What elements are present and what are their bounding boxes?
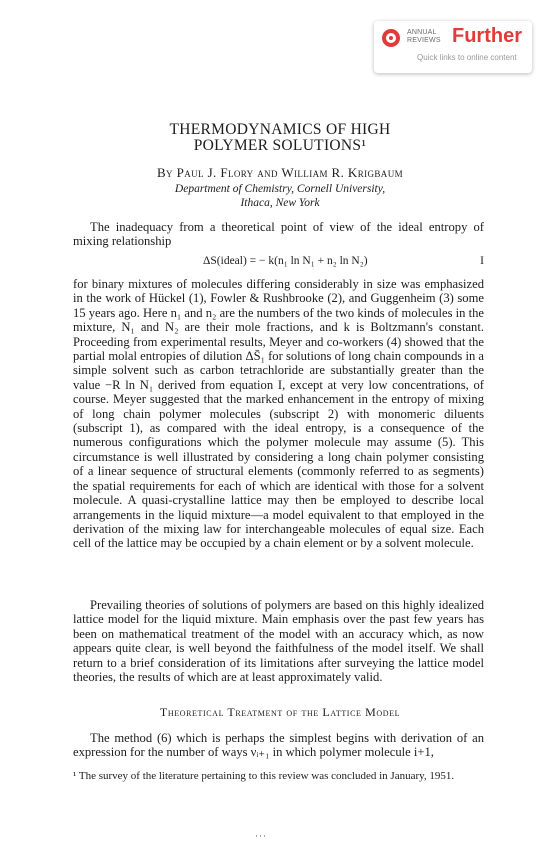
- paragraph-1-text: for binary mixtures of molecules differing considerably in size was emphasized in the work of Hückel (1), Fowler & Rushbrooke (2), and Guggenheim (3) some 15 years ago. Here n₁ and n₂ are the numbers of the two kinds of molecules in the mixture, N₁ and N₂ are their mole fractions, and k is Boltzmann's constant. Proceeding from experimental results, Meyer and co-workers (4) showed that the partial molal entropies of dilution ΔS̄₁ for solutions of long chain compounds in a simple solvent such as carbon tetrachloride are substantially greater than the value −R ln N₁ derived from equation I, except at very low concentrations, of course. Meyer suggested that the marked enhancement in the entropy of mixing of long chain polymer molecules (subscript 2) with monomeric diluents (subscript 1), as compared with the ideal entropy, is a consequence of the numerous configurations which the polymer molecule may assume (5). This circumstance is well illustrated by considering a long chain polymer consisting of a linear sequence of structural elements (commonly referred to as segments) the spatial requirements for each of which are identical with those for a solvent molecule. A quasi-crystalline lattice may then be employed to describe local arrangements in the liquid mixture—a model equivalent to that employed in the derivation of the mixing law for interchangeable molecules of equal size. Each cell of the lattice may be occupied by a chain element or by a solvent molecule.: [73, 277, 484, 551]
- affiliation-line1: Department of Chemistry, Cornell University,: [174, 183, 386, 195]
- badge-line1: ANNUAL: [407, 29, 437, 36]
- section-heading: Theoretical Treatment of the Lattice Model: [159, 705, 401, 719]
- intro-paragraph: [73, 220, 484, 249]
- equation-number: I: [480, 255, 484, 267]
- paragraph-3-text: The method (6) which is perhaps the simplest begins with derivation of an expression for the number of ways νᵢ₊₁ in which polymer molecule i+1,: [73, 731, 484, 760]
- further-badge[interactable]: [374, 21, 532, 73]
- body-paragraph-2: [73, 598, 484, 684]
- authors: By Paul J. Flory and William R. Krigbaum: [156, 165, 404, 180]
- body-paragraph-1: [73, 277, 484, 551]
- annual-reviews-logo-icon: [382, 29, 400, 47]
- article-title-line2: POLYMER SOLUTIONS¹: [193, 137, 367, 154]
- badge-further-label: Further: [452, 25, 522, 47]
- body-paragraph-3: [73, 731, 484, 760]
- badge-subtitle: Quick links to online content: [417, 53, 517, 62]
- page-number: ···: [255, 831, 267, 841]
- badge-line2: REVIEWS: [407, 37, 441, 44]
- equation-text: ΔS(ideal) = − k(n₁ ln N₁ + n₂ ln N₂): [203, 255, 368, 267]
- equation-I: [73, 254, 484, 269]
- footnote: ¹ The survey of the literature pertaining to this review was concluded in January, 1951.: [73, 770, 455, 782]
- affiliation-line2: Ithaca, New York: [240, 197, 320, 209]
- article-title-line1: THERMODYNAMICS OF HIGH: [169, 121, 391, 138]
- intro-text: The inadequacy from a theoretical point of view of the ideal entropy of mixing relationship: [73, 220, 484, 249]
- paragraph-2-text: Prevailing theories of solutions of polymers are based on this highly idealized lattice model for the liquid mixture. Main emphasis over the past few years has been on mathematical treatment of the model with an accuracy which, as now appears quite clear, is well beyond the faithfulness of the model itself. We shall return to a brief consideration of its limitations after surveying the lattice model theories, the results of which are at least approximately valid.: [73, 598, 484, 685]
